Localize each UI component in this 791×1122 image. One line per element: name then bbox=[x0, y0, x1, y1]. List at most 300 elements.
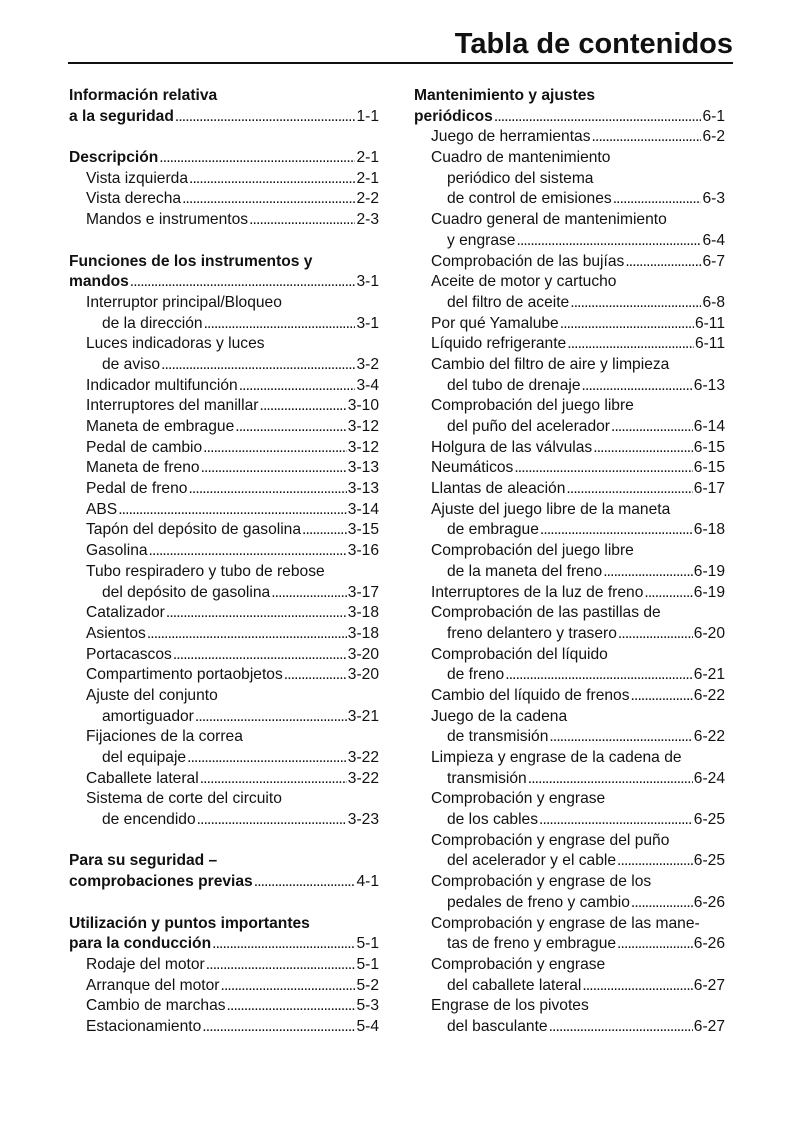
toc-entry-text: Comprobación y engrase de los bbox=[431, 873, 652, 891]
dot-leader bbox=[159, 148, 355, 169]
toc-entry-line[interactable] bbox=[414, 231, 725, 252]
toc-entry-text: periódico del sistema bbox=[447, 169, 594, 187]
toc-entry-text: Utilización y puntos importantes bbox=[69, 914, 310, 932]
page-number: 3-12 bbox=[347, 438, 379, 456]
toc-entry-line[interactable] bbox=[414, 686, 725, 707]
toc-entry-text: de encendido bbox=[102, 811, 196, 829]
dot-leader bbox=[514, 458, 692, 479]
toc-entry-line bbox=[414, 707, 725, 728]
toc-entry-line bbox=[414, 272, 725, 293]
toc-entry-text: Tubo respiradero y tubo de rebose bbox=[86, 562, 325, 580]
dot-leader bbox=[235, 417, 347, 438]
dot-leader bbox=[197, 810, 347, 831]
toc-entry-text: Interruptores del manillar bbox=[86, 397, 259, 415]
toc-entry-line[interactable] bbox=[414, 438, 725, 459]
page-number: 3-14 bbox=[347, 500, 379, 518]
dot-leader bbox=[516, 231, 701, 252]
dot-leader bbox=[195, 707, 347, 728]
toc-section-line bbox=[69, 252, 379, 273]
toc-entry-line[interactable] bbox=[414, 665, 725, 686]
dot-leader bbox=[540, 520, 693, 541]
page-number: 6-11 bbox=[694, 314, 725, 332]
toc-entry-line[interactable] bbox=[69, 996, 379, 1017]
toc-entry-text: de los cables bbox=[447, 811, 539, 829]
dot-leader bbox=[582, 376, 693, 397]
dot-leader bbox=[505, 665, 693, 686]
dot-leader bbox=[173, 645, 347, 666]
dot-leader bbox=[220, 976, 355, 997]
toc-entry-text: freno delantero y trasero bbox=[447, 624, 617, 642]
toc-entry-text: del filtro de aceite bbox=[447, 293, 570, 311]
toc-entry-line bbox=[414, 748, 725, 769]
toc-entry-text: del puño del acelerador bbox=[447, 418, 610, 435]
dot-leader bbox=[249, 210, 355, 231]
toc-entry-text: Ajuste del juego libre de la maneta bbox=[431, 500, 671, 518]
dot-leader bbox=[166, 603, 347, 624]
page-number: 3-18 bbox=[347, 604, 379, 622]
page-number: 3-13 bbox=[347, 459, 379, 477]
toc-entry-text: periódicos bbox=[414, 107, 493, 125]
toc-entry-text: Pedal de cambio bbox=[86, 438, 203, 456]
toc-entry-text: Aceite de motor y cartucho bbox=[431, 273, 617, 291]
dot-leader bbox=[200, 769, 347, 790]
toc-entry-line[interactable] bbox=[414, 189, 725, 210]
toc-section-line bbox=[414, 86, 725, 107]
toc-entry-line[interactable] bbox=[69, 520, 379, 541]
toc-entry-text: Interruptor principal/Bloqueo bbox=[86, 293, 282, 311]
toc-entry-text: Indicador multifunción bbox=[86, 376, 238, 394]
page-number: 5-3 bbox=[356, 997, 379, 1015]
toc-entry-text: Comprobación de las bujías bbox=[431, 252, 625, 270]
dot-leader bbox=[206, 955, 356, 976]
toc-entry-line[interactable] bbox=[414, 810, 725, 831]
toc-entry-line[interactable] bbox=[414, 293, 725, 314]
toc-entry-text: Cuadro general de mantenimiento bbox=[431, 211, 667, 229]
page-number: 3-13 bbox=[347, 480, 379, 498]
dot-leader bbox=[631, 893, 693, 914]
page-number: 3-21 bbox=[347, 707, 379, 725]
toc-entry-text: Comprobación del juego libre bbox=[431, 542, 634, 560]
dot-leader bbox=[613, 189, 702, 210]
toc-entry-line[interactable] bbox=[69, 458, 379, 479]
dot-leader bbox=[528, 769, 693, 790]
page-number: 6-24 bbox=[693, 769, 725, 787]
toc-entry-text: de la maneta del freno bbox=[447, 562, 603, 580]
toc-entry-line[interactable] bbox=[69, 396, 379, 417]
page-number: 6-14 bbox=[693, 418, 725, 435]
dot-leader bbox=[175, 107, 356, 128]
page-number: 6-4 bbox=[702, 231, 725, 249]
page-number: 3-15 bbox=[347, 521, 379, 539]
dot-leader bbox=[212, 934, 355, 955]
toc-entry-line[interactable] bbox=[69, 376, 379, 397]
toc-entry-line bbox=[69, 334, 379, 355]
toc-entry-line[interactable] bbox=[69, 189, 379, 210]
dot-leader bbox=[625, 252, 701, 273]
dot-leader bbox=[593, 438, 693, 459]
page-title: Tabla de contenidos bbox=[454, 28, 733, 60]
dot-leader bbox=[189, 169, 355, 190]
toc-entry-line[interactable] bbox=[414, 479, 725, 500]
section-spacer bbox=[69, 831, 379, 852]
page-number: 3-2 bbox=[356, 355, 379, 373]
page-number: 6-26 bbox=[693, 893, 725, 911]
page-number: 1-1 bbox=[356, 107, 379, 125]
dot-leader bbox=[130, 272, 356, 293]
page-number: 3-4 bbox=[356, 376, 379, 394]
toc-entry-text: pedales de freno y cambio bbox=[447, 893, 630, 911]
page-number: 6-13 bbox=[693, 376, 725, 394]
toc-entry-text: Funciones de los instrumentos y bbox=[69, 252, 313, 270]
dot-leader bbox=[644, 583, 692, 604]
toc-entry-line[interactable] bbox=[69, 645, 379, 666]
toc-entry-text: de embrague bbox=[447, 521, 539, 539]
page-number: 6-8 bbox=[702, 293, 725, 311]
toc-entry-line bbox=[414, 996, 725, 1017]
toc-entry-line bbox=[414, 210, 725, 231]
dot-leader bbox=[570, 293, 701, 314]
page-number: 6-7 bbox=[702, 252, 725, 270]
toc-entry-line[interactable] bbox=[69, 665, 379, 686]
toc-entry-line bbox=[414, 355, 725, 376]
title-rule bbox=[68, 62, 733, 64]
toc-entry-text: del basculante bbox=[447, 1017, 548, 1035]
toc-entry-text: para la conducción bbox=[69, 935, 212, 953]
toc-entry-text: Arranque del motor bbox=[86, 976, 220, 994]
toc-entry-text: Sistema de corte del circuito bbox=[86, 790, 282, 808]
dot-leader bbox=[187, 748, 347, 769]
toc-entry-line[interactable] bbox=[414, 520, 725, 541]
page-number: 2-1 bbox=[356, 169, 379, 187]
toc-entry-line bbox=[69, 686, 379, 707]
toc-entry-text: Asientos bbox=[86, 624, 146, 642]
toc-entry-line bbox=[414, 500, 725, 521]
toc-entry-text: Comprobación de las pastillas de bbox=[431, 604, 661, 622]
page-number: 3-22 bbox=[347, 749, 379, 766]
page-number: 2-2 bbox=[356, 190, 379, 208]
toc-entry-text: del tubo de drenaje bbox=[447, 376, 581, 394]
toc-entry-line bbox=[414, 148, 725, 169]
dot-leader bbox=[566, 479, 692, 500]
toc-entry-text: Comprobación y engrase del puño bbox=[431, 831, 670, 849]
toc-entry-line bbox=[414, 541, 725, 562]
toc-entry-line[interactable] bbox=[69, 479, 379, 500]
page-number: 3-20 bbox=[347, 645, 379, 663]
toc-entry-text: Comprobación y engrase bbox=[431, 955, 606, 973]
toc-right-column bbox=[414, 86, 725, 1038]
toc-section-line[interactable] bbox=[69, 148, 379, 169]
dot-leader bbox=[617, 851, 693, 872]
toc-entry-text: y engrase bbox=[447, 231, 516, 249]
dot-leader bbox=[227, 996, 356, 1017]
page-number: 3-16 bbox=[347, 542, 379, 560]
toc-entry-text: Rodaje del motor bbox=[86, 955, 205, 973]
page-number: 3-23 bbox=[347, 811, 379, 829]
toc-entry-line bbox=[414, 396, 725, 417]
toc-entry-line[interactable] bbox=[414, 583, 725, 604]
dot-leader bbox=[611, 417, 693, 438]
page-number: 6-17 bbox=[693, 480, 725, 498]
dot-leader bbox=[204, 314, 356, 335]
toc-entry-line[interactable] bbox=[69, 210, 379, 231]
toc-entry-text: Comprobación y engrase de las mane- bbox=[431, 914, 700, 932]
toc-entry-text: Vista izquierda bbox=[86, 169, 188, 187]
dot-leader bbox=[161, 355, 355, 376]
toc-entry-line[interactable] bbox=[69, 314, 379, 335]
toc-entry-text: transmisión bbox=[447, 769, 527, 787]
page-number: 6-27 bbox=[693, 976, 725, 994]
toc-entry-line[interactable] bbox=[414, 769, 725, 790]
toc-entry-line bbox=[69, 293, 379, 314]
dot-leader bbox=[539, 810, 693, 831]
toc-entry-line[interactable] bbox=[69, 976, 379, 997]
toc-entry-line bbox=[69, 727, 379, 748]
toc-entry-text: mandos bbox=[69, 273, 129, 291]
toc-entry-line[interactable] bbox=[69, 500, 379, 521]
toc-entry-line[interactable] bbox=[414, 893, 725, 914]
toc-entry-text: Ajuste del conjunto bbox=[86, 686, 218, 704]
toc-section-line[interactable] bbox=[414, 107, 725, 128]
toc-section-line[interactable] bbox=[69, 272, 379, 293]
toc-entry-line[interactable] bbox=[69, 748, 379, 769]
toc-entry-text: Cambio del filtro de aire y limpieza bbox=[431, 355, 670, 373]
toc-entry-text: de la dirección bbox=[102, 314, 203, 332]
page-number: 6-25 bbox=[693, 811, 725, 829]
toc-entry-text: Para su seguridad – bbox=[69, 852, 218, 870]
dot-leader bbox=[284, 665, 347, 686]
toc-entry-line[interactable] bbox=[69, 1017, 379, 1038]
toc-entry-text: de transmisión bbox=[447, 728, 549, 746]
page-number: 6-21 bbox=[693, 666, 725, 684]
page-number: 6-27 bbox=[693, 1017, 725, 1035]
page-number: 6-11 bbox=[694, 335, 725, 353]
page-number: 2-3 bbox=[356, 211, 379, 229]
toc-entry-line[interactable] bbox=[414, 334, 725, 355]
page-number: 5-1 bbox=[356, 935, 379, 953]
toc-entry-text: Compartimento portaobjetos bbox=[86, 666, 283, 684]
toc-entry-line[interactable] bbox=[414, 127, 725, 148]
toc-entry-text: Maneta de freno bbox=[86, 459, 200, 477]
page-number: 5-4 bbox=[356, 1017, 379, 1035]
dot-leader bbox=[254, 872, 356, 893]
toc-entry-text: del equipaje bbox=[102, 749, 187, 766]
toc-entry-text: Llantas de aleación bbox=[431, 480, 566, 498]
dot-leader bbox=[592, 127, 702, 148]
toc-entry-line bbox=[414, 603, 725, 624]
page-number: 3-22 bbox=[347, 769, 379, 787]
page-number: 6-18 bbox=[693, 521, 725, 539]
toc-entry-text: Catalizador bbox=[86, 604, 165, 622]
toc-entry-line bbox=[69, 562, 379, 583]
toc-entry-text: Juego de herramientas bbox=[431, 128, 591, 146]
page-number: 6-2 bbox=[702, 128, 725, 146]
dot-leader bbox=[302, 520, 347, 541]
toc-entry-text: Estacionamiento bbox=[86, 1017, 202, 1035]
section-spacer bbox=[69, 231, 379, 252]
page-number: 5-1 bbox=[356, 955, 379, 973]
toc-entry-line bbox=[414, 169, 725, 190]
toc-entry-text: amortiguador bbox=[102, 707, 194, 725]
toc-entry-text: de aviso bbox=[102, 355, 161, 373]
dot-leader bbox=[567, 334, 694, 355]
toc-entry-text: Interruptores de la luz de freno bbox=[431, 583, 644, 601]
page-number: 6-25 bbox=[693, 852, 725, 870]
toc-entry-line[interactable] bbox=[69, 955, 379, 976]
page-number: 3-17 bbox=[347, 583, 379, 601]
toc-entry-line[interactable] bbox=[69, 769, 379, 790]
toc-entry-text: del depósito de gasolina bbox=[102, 583, 271, 601]
toc-section-line[interactable] bbox=[69, 107, 379, 128]
toc-entry-text: Holgura de las válvulas bbox=[431, 438, 593, 456]
page-number: 2-1 bbox=[356, 149, 379, 167]
toc-entry-line[interactable] bbox=[69, 169, 379, 190]
toc-entry-text: Descripción bbox=[69, 149, 159, 167]
dot-leader bbox=[549, 1017, 693, 1038]
dot-leader bbox=[603, 562, 693, 583]
toc-entry-text: del acelerador y el cable bbox=[447, 852, 617, 870]
toc-entry-text: a la seguridad bbox=[69, 107, 174, 125]
toc-entry-line[interactable] bbox=[414, 624, 725, 645]
toc-entry-line[interactable] bbox=[414, 1017, 725, 1038]
page-number: 5-2 bbox=[356, 976, 379, 994]
toc-entry-text: Líquido refrigerante bbox=[431, 335, 567, 353]
toc-entry-line[interactable] bbox=[414, 976, 725, 997]
page-number: 6-1 bbox=[702, 107, 725, 125]
dot-leader bbox=[203, 438, 347, 459]
page-number: 3-1 bbox=[356, 273, 379, 291]
toc-entry-line bbox=[414, 914, 725, 935]
dot-leader bbox=[182, 189, 355, 210]
toc-entry-line[interactable] bbox=[69, 438, 379, 459]
page-number: 6-19 bbox=[693, 562, 725, 580]
dot-leader bbox=[259, 396, 346, 417]
toc-entry-text: Maneta de embrague bbox=[86, 418, 235, 435]
toc-entry-text: Caballete lateral bbox=[86, 769, 199, 787]
toc-entry-line[interactable] bbox=[414, 458, 725, 479]
toc-entry-text: Neumáticos bbox=[431, 459, 514, 477]
page-number: 3-18 bbox=[347, 624, 379, 642]
toc-entry-line bbox=[414, 831, 725, 852]
dot-leader bbox=[549, 727, 692, 748]
page-number: 3-12 bbox=[347, 418, 379, 435]
toc-section-line[interactable] bbox=[69, 872, 379, 893]
toc-entry-text: Comprobación y engrase bbox=[431, 790, 606, 808]
toc-entry-text: Cambio de marchas bbox=[86, 997, 226, 1015]
page-number: 3-1 bbox=[356, 314, 379, 332]
toc-entry-line[interactable] bbox=[414, 934, 725, 955]
page-number: 6-15 bbox=[693, 438, 725, 456]
toc-section-line bbox=[69, 851, 379, 872]
toc-entry-line bbox=[414, 789, 725, 810]
toc-entry-line bbox=[414, 955, 725, 976]
page-number: 3-10 bbox=[347, 397, 379, 415]
toc-entry-text: tas de freno y embrague bbox=[447, 935, 617, 953]
toc-entry-text: Mandos e instrumentos bbox=[86, 211, 249, 229]
toc-entry-text: de control de emisiones bbox=[447, 190, 612, 208]
dot-leader bbox=[202, 1017, 355, 1038]
dot-leader bbox=[118, 500, 347, 521]
page-number: 6-26 bbox=[693, 935, 725, 953]
page-number: 6-19 bbox=[693, 583, 725, 601]
toc-entry-text: comprobaciones previas bbox=[69, 873, 253, 891]
toc-entry-text: Cambio del líquido de frenos bbox=[431, 686, 630, 704]
toc-entry-text: Limpieza y engrase de la cadena de bbox=[431, 749, 682, 766]
page-number: 3-20 bbox=[347, 666, 379, 684]
toc-entry-line[interactable] bbox=[414, 417, 725, 438]
page-number: 6-22 bbox=[693, 728, 725, 746]
dot-leader bbox=[147, 624, 347, 645]
toc-section-line[interactable] bbox=[69, 934, 379, 955]
dot-leader bbox=[631, 686, 693, 707]
toc-entry-line[interactable] bbox=[414, 727, 725, 748]
dot-leader bbox=[582, 976, 692, 997]
toc-left-column bbox=[69, 86, 379, 1038]
dot-leader bbox=[560, 314, 694, 335]
section-spacer bbox=[69, 893, 379, 914]
toc-entry-text: Luces indicadoras y luces bbox=[86, 335, 265, 353]
toc-entry-line[interactable] bbox=[414, 851, 725, 872]
toc-entry-text: Gasolina bbox=[86, 542, 148, 560]
toc-entry-line[interactable] bbox=[69, 810, 379, 831]
toc-entry-line bbox=[414, 645, 725, 666]
toc-entry-line[interactable] bbox=[414, 562, 725, 583]
toc-entry-text: Vista derecha bbox=[86, 190, 182, 208]
toc-section-line bbox=[69, 914, 379, 935]
toc-entry-text: Cuadro de mantenimiento bbox=[431, 149, 611, 167]
toc-entry-text: Comprobación del juego libre bbox=[431, 397, 634, 415]
dot-leader bbox=[617, 934, 693, 955]
toc-entry-line[interactable] bbox=[69, 707, 379, 728]
toc-entry-text: de freno bbox=[447, 666, 505, 684]
dot-leader bbox=[149, 541, 347, 562]
toc-entry-text: Tapón del depósito de gasolina bbox=[86, 521, 302, 539]
toc-entry-line[interactable] bbox=[69, 624, 379, 645]
toc-entry-text: Por qué Yamalube bbox=[431, 314, 559, 332]
dot-leader bbox=[494, 107, 702, 128]
section-spacer bbox=[69, 127, 379, 148]
page-number: 6-15 bbox=[693, 459, 725, 477]
toc-entry-line bbox=[414, 872, 725, 893]
toc-entry-text: Engrase de los pivotes bbox=[431, 997, 589, 1015]
page-number: 6-3 bbox=[702, 190, 725, 208]
toc-entry-text: ABS bbox=[86, 500, 118, 518]
toc-entry-line[interactable] bbox=[414, 376, 725, 397]
page-number: 6-20 bbox=[693, 624, 725, 642]
dot-leader bbox=[239, 376, 356, 397]
toc-entry-line[interactable] bbox=[69, 541, 379, 562]
toc-entry-text: Portacascos bbox=[86, 645, 172, 663]
toc-entry-line[interactable] bbox=[69, 583, 379, 604]
toc-entry-line[interactable] bbox=[69, 603, 379, 624]
toc-entry-text: Pedal de freno bbox=[86, 480, 188, 498]
dot-leader bbox=[618, 624, 693, 645]
dot-leader bbox=[271, 583, 347, 604]
dot-leader bbox=[188, 479, 346, 500]
toc-entry-line[interactable] bbox=[69, 355, 379, 376]
page-number: 6-22 bbox=[693, 686, 725, 704]
toc-entry-text: del caballete lateral bbox=[447, 976, 582, 994]
toc-entry-line[interactable] bbox=[69, 417, 379, 438]
toc-entry-text: Fijaciones de la correa bbox=[86, 728, 243, 746]
toc-entry-line[interactable] bbox=[414, 314, 725, 335]
toc-entry-text: Mantenimiento y ajustes bbox=[414, 87, 596, 104]
toc-entry-text: Información relativa bbox=[69, 87, 218, 104]
page-number: 4-1 bbox=[356, 873, 379, 891]
toc-entry-line[interactable] bbox=[414, 252, 725, 273]
toc-entry-line bbox=[69, 789, 379, 810]
toc-section-line bbox=[69, 86, 379, 107]
toc-entry-text: Comprobación del líquido bbox=[431, 645, 608, 663]
